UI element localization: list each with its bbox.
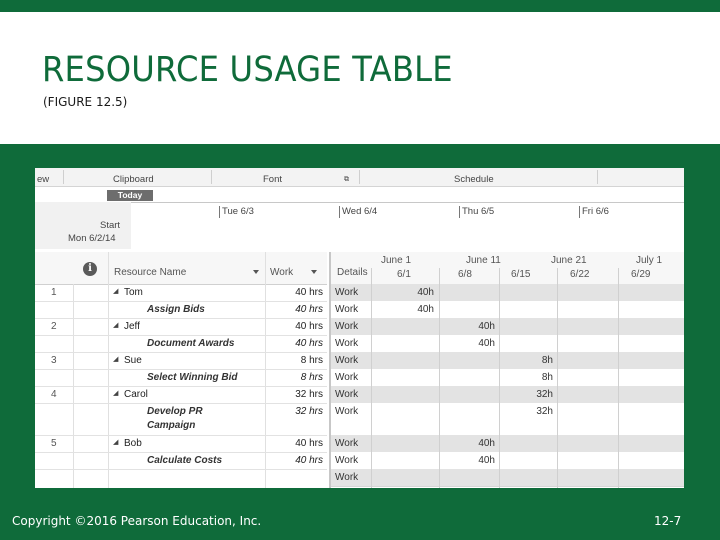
usage-row[interactable] <box>331 452 684 470</box>
usage-value: 40h <box>417 304 434 315</box>
month-label: June 11 <box>466 255 501 266</box>
assignment-row[interactable] <box>35 452 327 469</box>
assignment-name: Select Winning Bid <box>147 372 238 383</box>
slide-subtitle: (FIGURE 12.5) <box>43 95 128 109</box>
week-label: 6/1 <box>397 269 411 280</box>
grid-header <box>35 252 327 285</box>
usage-row[interactable] <box>331 301 684 319</box>
resource-row[interactable] <box>35 435 327 452</box>
assignment-name-line2: Campaign <box>147 420 196 431</box>
resource-name: Sue <box>124 355 142 366</box>
usage-row[interactable] <box>331 403 684 436</box>
work-value: 40 hrs <box>295 304 323 315</box>
timeline-day-wed: Wed 6/4 <box>342 206 378 217</box>
detail-label: Work <box>335 406 359 417</box>
resource-name: Tom <box>124 287 143 298</box>
resource-row[interactable] <box>35 318 327 335</box>
timeline-start-label: Start <box>100 220 121 231</box>
collapse-toggle-icon[interactable]: ◢ <box>113 288 119 295</box>
timeline-tick <box>579 206 580 218</box>
usage-row[interactable] <box>331 284 684 302</box>
usage-value: 32h <box>536 406 553 417</box>
row-number: 4 <box>51 389 57 400</box>
work-value: 40 hrs <box>295 338 323 349</box>
detail-label: Work <box>335 472 359 483</box>
usage-value: 8h <box>541 355 553 366</box>
usage-header <box>331 252 684 285</box>
ribbon-bar <box>35 168 684 187</box>
top-accent-bar <box>0 0 720 12</box>
today-marker: Today <box>107 190 153 201</box>
row-number: 3 <box>51 355 57 366</box>
resource-row[interactable] <box>35 352 327 369</box>
project-screenshot <box>35 168 684 488</box>
usage-row[interactable] <box>331 369 684 387</box>
column-divider <box>618 268 619 488</box>
row-number: 1 <box>51 287 57 298</box>
usage-grid <box>329 252 684 488</box>
assignment-name: Develop PR <box>147 406 203 417</box>
timeline-start-date: Mon 6/2/14 <box>68 233 116 244</box>
week-label: 6/15 <box>511 269 531 280</box>
timeline-tick <box>219 206 220 218</box>
assignment-row[interactable] <box>35 369 327 386</box>
ribbon-group-schedule[interactable]: Schedule <box>454 174 494 185</box>
resource-name-header[interactable]: Resource Name <box>114 267 187 278</box>
detail-label: Work <box>335 338 359 349</box>
week-label: 6/22 <box>570 269 590 280</box>
resource-name: Bob <box>124 438 142 449</box>
resource-name-dropdown-icon[interactable] <box>253 267 259 278</box>
detail-label: Work <box>335 389 359 400</box>
ribbon-group-view[interactable]: ew <box>37 174 50 185</box>
work-value: 8 hrs <box>300 372 323 383</box>
week-label: 6/8 <box>458 269 472 280</box>
usage-row[interactable] <box>331 352 684 370</box>
collapse-toggle-icon[interactable]: ◢ <box>113 390 119 397</box>
info-icon[interactable]: i <box>83 262 97 276</box>
column-divider <box>439 268 440 488</box>
assignment-row[interactable] <box>35 301 327 318</box>
week-label: 6/29 <box>631 269 651 280</box>
work-value: 32 hrs <box>295 406 323 417</box>
detail-label: Work <box>335 372 359 383</box>
copyright-footer: Copyright ©2016 Pearson Education, Inc. <box>12 514 262 528</box>
resource-row[interactable] <box>35 386 327 403</box>
assignment-name: Calculate Costs <box>147 455 223 466</box>
work-value: 40 hrs <box>295 287 323 298</box>
resource-row[interactable] <box>35 284 327 301</box>
work-dropdown-icon[interactable] <box>311 267 317 278</box>
row-number: 5 <box>51 438 57 449</box>
usage-value: 40h <box>417 287 434 298</box>
detail-label: Work <box>335 455 359 466</box>
usage-value: 40h <box>478 455 495 466</box>
usage-value: 32h <box>536 389 553 400</box>
usage-value: 8h <box>541 372 553 383</box>
row-number: 2 <box>51 321 57 332</box>
column-divider <box>557 268 558 488</box>
usage-row[interactable] <box>331 469 684 487</box>
usage-row[interactable] <box>331 335 684 353</box>
usage-value: 40h <box>478 438 495 449</box>
usage-value: 40h <box>478 321 495 332</box>
usage-row[interactable] <box>331 318 684 336</box>
assignment-row[interactable] <box>35 335 327 352</box>
detail-label: Work <box>335 304 359 315</box>
usage-value: 40h <box>478 338 495 349</box>
details-header: Details <box>337 267 368 278</box>
usage-row[interactable] <box>331 386 684 404</box>
timeline-day-thu: Thu 6/5 <box>462 206 495 217</box>
work-value: 40 hrs <box>295 455 323 466</box>
timeline-tick <box>339 206 340 218</box>
month-label: June 1 <box>381 255 412 266</box>
column-divider <box>499 268 500 488</box>
assignment-name: Document Awards <box>147 338 235 349</box>
timeline-day-fri: Fri 6/6 <box>582 206 609 217</box>
resource-grid <box>35 252 327 488</box>
work-value: 40 hrs <box>295 321 323 332</box>
resource-name: Jeff <box>124 321 140 332</box>
slide-title: RESOURCE USAGE TABLE <box>42 50 453 90</box>
timeline-view[interactable] <box>35 187 684 249</box>
font-launcher-icon[interactable]: ⧉ <box>344 176 349 183</box>
work-value: 8 hrs <box>300 355 323 366</box>
timeline-day-tue: Tue 6/3 <box>222 206 254 217</box>
month-label: July 1 <box>636 255 663 266</box>
timeline-tick <box>459 206 460 218</box>
detail-label: Work <box>335 438 359 449</box>
column-divider <box>371 268 372 488</box>
assignment-row[interactable] <box>35 403 327 435</box>
month-label: June 21 <box>551 255 587 266</box>
ribbon-group-clipboard[interactable]: Clipboard <box>113 174 154 185</box>
ribbon-group-font[interactable]: Font <box>263 174 283 185</box>
work-value: 40 hrs <box>295 438 323 449</box>
detail-label: Work <box>335 355 359 366</box>
row-divider <box>35 469 327 470</box>
usage-row[interactable] <box>331 435 684 453</box>
resource-name: Carol <box>124 389 148 400</box>
collapse-toggle-icon[interactable]: ◢ <box>113 439 119 446</box>
work-header[interactable]: Work <box>270 267 294 278</box>
collapse-toggle-icon[interactable]: ◢ <box>113 322 119 329</box>
detail-label: Work <box>335 321 359 332</box>
collapse-toggle-icon[interactable]: ◢ <box>113 356 119 363</box>
assignment-name: Assign Bids <box>147 304 205 315</box>
detail-label: Work <box>335 287 359 298</box>
work-value: 32 hrs <box>295 389 323 400</box>
page-number: 12-7 <box>654 514 682 528</box>
